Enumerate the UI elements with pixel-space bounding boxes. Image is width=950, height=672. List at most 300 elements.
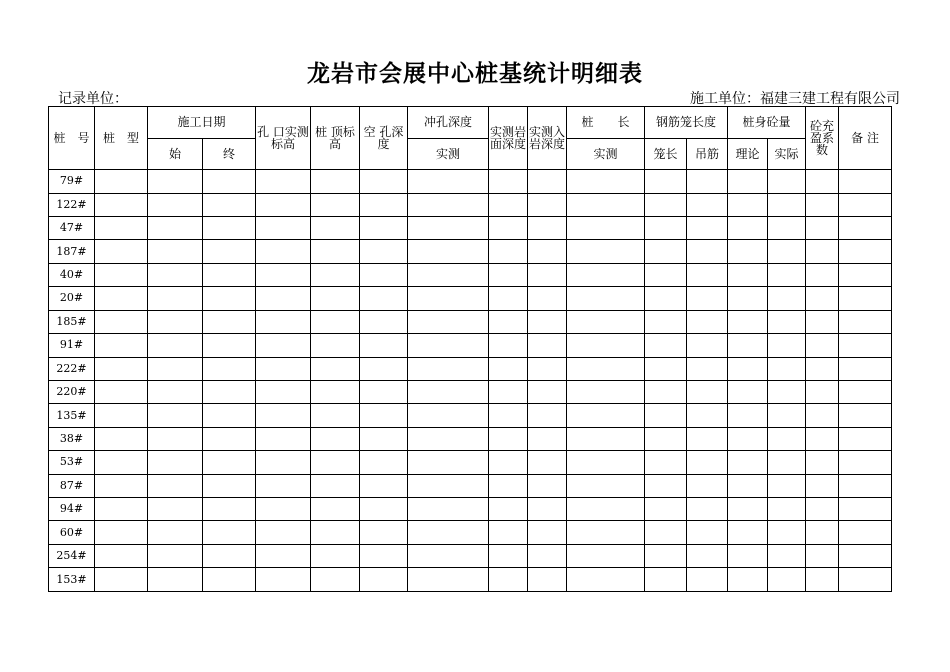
data-cell[interactable] <box>360 544 408 567</box>
data-cell[interactable] <box>528 170 567 193</box>
data-cell[interactable] <box>360 310 408 333</box>
data-cell[interactable] <box>567 521 645 544</box>
data-cell[interactable] <box>360 357 408 380</box>
data-cell[interactable] <box>768 170 806 193</box>
data-cell[interactable] <box>839 357 892 380</box>
data-cell[interactable] <box>489 287 528 310</box>
data-cell[interactable] <box>148 521 203 544</box>
data-cell[interactable] <box>687 217 728 240</box>
data-cell[interactable] <box>256 287 311 310</box>
data-cell[interactable] <box>728 310 768 333</box>
data-cell[interactable] <box>806 427 839 450</box>
data-cell[interactable] <box>95 287 148 310</box>
data-cell[interactable] <box>408 263 489 286</box>
data-cell[interactable] <box>360 263 408 286</box>
data-cell[interactable] <box>360 217 408 240</box>
data-cell[interactable] <box>645 498 687 521</box>
data-cell[interactable] <box>95 498 148 521</box>
data-cell[interactable] <box>528 240 567 263</box>
data-cell[interactable] <box>839 240 892 263</box>
data-cell[interactable] <box>806 521 839 544</box>
data-cell[interactable] <box>728 451 768 474</box>
data-cell[interactable] <box>408 568 489 592</box>
data-cell[interactable] <box>148 287 203 310</box>
data-cell[interactable] <box>839 193 892 216</box>
data-cell[interactable] <box>567 404 645 427</box>
data-cell[interactable] <box>203 287 256 310</box>
data-cell[interactable] <box>311 451 360 474</box>
header-empty-hole-depth: 空 孔深度 <box>360 107 408 170</box>
data-cell[interactable] <box>95 427 148 450</box>
data-cell[interactable] <box>148 334 203 357</box>
data-cell[interactable] <box>256 544 311 567</box>
data-cell[interactable] <box>203 263 256 286</box>
data-cell[interactable] <box>768 451 806 474</box>
pile-id-cell: 79# <box>49 170 95 193</box>
data-cell[interactable] <box>203 474 256 497</box>
data-cell[interactable] <box>148 217 203 240</box>
data-cell[interactable] <box>768 310 806 333</box>
data-cell[interactable] <box>567 544 645 567</box>
data-cell[interactable] <box>203 498 256 521</box>
data-cell[interactable] <box>489 427 528 450</box>
data-cell[interactable] <box>311 380 360 403</box>
data-cell[interactable] <box>360 451 408 474</box>
data-cell[interactable] <box>839 544 892 567</box>
data-cell[interactable] <box>311 263 360 286</box>
data-cell[interactable] <box>408 498 489 521</box>
data-cell[interactable] <box>768 521 806 544</box>
data-cell[interactable] <box>95 217 148 240</box>
data-cell[interactable] <box>148 568 203 592</box>
data-cell[interactable] <box>768 240 806 263</box>
data-cell[interactable] <box>839 474 892 497</box>
data-cell[interactable] <box>567 334 645 357</box>
data-cell[interactable] <box>148 170 203 193</box>
data-cell[interactable] <box>360 240 408 263</box>
data-cell[interactable] <box>360 404 408 427</box>
data-cell[interactable] <box>687 498 728 521</box>
data-cell[interactable] <box>95 357 148 380</box>
data-cell[interactable] <box>567 568 645 592</box>
data-cell[interactable] <box>728 568 768 592</box>
data-cell[interactable] <box>148 451 203 474</box>
data-cell[interactable] <box>528 334 567 357</box>
data-cell[interactable] <box>645 568 687 592</box>
data-cell[interactable] <box>567 357 645 380</box>
data-cell[interactable] <box>645 451 687 474</box>
data-cell[interactable] <box>687 568 728 592</box>
data-cell[interactable] <box>408 451 489 474</box>
data-cell[interactable] <box>95 474 148 497</box>
data-cell[interactable] <box>408 310 489 333</box>
header-remarks: 备 注 <box>839 107 892 170</box>
data-cell[interactable] <box>95 193 148 216</box>
table-row <box>49 287 892 310</box>
data-cell[interactable] <box>311 357 360 380</box>
data-cell[interactable] <box>839 170 892 193</box>
header-punch-depth-measured: 实测 <box>408 138 489 170</box>
data-cell[interactable] <box>311 334 360 357</box>
data-cell[interactable] <box>687 427 728 450</box>
pile-id-cell: 94# <box>49 498 95 521</box>
data-cell[interactable] <box>311 240 360 263</box>
data-cell[interactable] <box>806 498 839 521</box>
data-cell[interactable] <box>360 287 408 310</box>
data-cell[interactable] <box>567 310 645 333</box>
data-cell[interactable] <box>408 544 489 567</box>
data-cell[interactable] <box>567 170 645 193</box>
data-cell[interactable] <box>408 193 489 216</box>
data-cell[interactable] <box>408 240 489 263</box>
data-cell[interactable] <box>95 451 148 474</box>
data-cell[interactable] <box>806 310 839 333</box>
data-cell[interactable] <box>203 170 256 193</box>
data-cell[interactable] <box>528 498 567 521</box>
data-cell[interactable] <box>645 474 687 497</box>
data-cell[interactable] <box>148 380 203 403</box>
data-cell[interactable] <box>839 263 892 286</box>
data-cell[interactable] <box>567 240 645 263</box>
data-cell[interactable] <box>203 240 256 263</box>
data-cell[interactable] <box>95 263 148 286</box>
data-cell[interactable] <box>839 404 892 427</box>
data-cell[interactable] <box>687 451 728 474</box>
data-cell[interactable] <box>148 498 203 521</box>
data-cell[interactable] <box>360 334 408 357</box>
data-cell[interactable] <box>203 521 256 544</box>
data-cell[interactable] <box>567 193 645 216</box>
data-cell[interactable] <box>256 170 311 193</box>
data-cell[interactable] <box>687 380 728 403</box>
data-cell[interactable] <box>203 193 256 216</box>
data-cell[interactable] <box>311 544 360 567</box>
data-cell[interactable] <box>645 334 687 357</box>
data-cell[interactable] <box>645 217 687 240</box>
data-cell[interactable] <box>203 544 256 567</box>
data-cell[interactable] <box>687 521 728 544</box>
data-cell[interactable] <box>728 544 768 567</box>
data-cell[interactable] <box>806 404 839 427</box>
data-cell[interactable] <box>408 170 489 193</box>
data-cell[interactable] <box>408 357 489 380</box>
data-cell[interactable] <box>806 240 839 263</box>
data-cell[interactable] <box>360 380 408 403</box>
data-cell[interactable] <box>687 474 728 497</box>
data-cell[interactable] <box>645 263 687 286</box>
data-cell[interactable] <box>768 380 806 403</box>
data-cell[interactable] <box>95 544 148 567</box>
data-cell[interactable] <box>806 451 839 474</box>
data-cell[interactable] <box>148 193 203 216</box>
data-cell[interactable] <box>768 474 806 497</box>
data-cell[interactable] <box>728 474 768 497</box>
data-cell[interactable] <box>528 310 567 333</box>
data-cell[interactable] <box>408 427 489 450</box>
data-cell[interactable] <box>256 380 311 403</box>
data-cell[interactable] <box>311 287 360 310</box>
data-cell[interactable] <box>728 498 768 521</box>
data-cell[interactable] <box>360 427 408 450</box>
data-cell[interactable] <box>489 380 528 403</box>
data-cell[interactable] <box>806 193 839 216</box>
data-cell[interactable] <box>311 170 360 193</box>
data-cell[interactable] <box>567 287 645 310</box>
data-cell[interactable] <box>489 217 528 240</box>
data-cell[interactable] <box>95 380 148 403</box>
data-cell[interactable] <box>806 380 839 403</box>
data-cell[interactable] <box>728 427 768 450</box>
data-cell[interactable] <box>567 217 645 240</box>
data-cell[interactable] <box>203 310 256 333</box>
data-cell[interactable] <box>567 474 645 497</box>
data-cell[interactable] <box>256 240 311 263</box>
data-cell[interactable] <box>839 498 892 521</box>
data-cell[interactable] <box>528 568 567 592</box>
data-cell[interactable] <box>203 568 256 592</box>
data-cell[interactable] <box>489 474 528 497</box>
data-cell[interactable] <box>203 334 256 357</box>
data-cell[interactable] <box>408 474 489 497</box>
data-cell[interactable] <box>148 404 203 427</box>
data-cell[interactable] <box>806 474 839 497</box>
data-cell[interactable] <box>528 544 567 567</box>
data-cell[interactable] <box>768 357 806 380</box>
data-cell[interactable] <box>489 521 528 544</box>
data-cell[interactable] <box>839 451 892 474</box>
data-cell[interactable] <box>256 357 311 380</box>
data-cell[interactable] <box>360 193 408 216</box>
data-cell[interactable] <box>528 451 567 474</box>
data-cell[interactable] <box>645 521 687 544</box>
data-cell[interactable] <box>489 240 528 263</box>
data-cell[interactable] <box>203 380 256 403</box>
data-cell[interactable] <box>203 357 256 380</box>
data-cell[interactable] <box>203 404 256 427</box>
data-cell[interactable] <box>645 380 687 403</box>
data-cell[interactable] <box>768 568 806 592</box>
data-cell[interactable] <box>806 568 839 592</box>
data-cell[interactable] <box>408 404 489 427</box>
data-cell[interactable] <box>489 404 528 427</box>
data-cell[interactable] <box>567 263 645 286</box>
data-cell[interactable] <box>256 404 311 427</box>
data-cell[interactable] <box>311 310 360 333</box>
data-cell[interactable] <box>768 287 806 310</box>
data-cell[interactable] <box>806 217 839 240</box>
data-cell[interactable] <box>528 474 567 497</box>
data-cell[interactable] <box>528 357 567 380</box>
data-cell[interactable] <box>528 193 567 216</box>
data-cell[interactable] <box>408 334 489 357</box>
data-cell[interactable] <box>839 521 892 544</box>
data-cell[interactable] <box>256 521 311 544</box>
data-cell[interactable] <box>839 310 892 333</box>
data-cell[interactable] <box>687 263 728 286</box>
data-cell[interactable] <box>806 334 839 357</box>
data-cell[interactable] <box>728 263 768 286</box>
data-cell[interactable] <box>839 287 892 310</box>
data-cell[interactable] <box>768 334 806 357</box>
data-cell[interactable] <box>489 193 528 216</box>
data-cell[interactable] <box>768 544 806 567</box>
pile-id-cell: 135# <box>49 404 95 427</box>
data-cell[interactable] <box>311 404 360 427</box>
data-cell[interactable] <box>687 240 728 263</box>
data-cell[interactable] <box>95 521 148 544</box>
data-cell[interactable] <box>95 568 148 592</box>
data-cell[interactable] <box>528 404 567 427</box>
data-cell[interactable] <box>256 451 311 474</box>
data-cell[interactable] <box>148 544 203 567</box>
data-cell[interactable] <box>256 263 311 286</box>
data-cell[interactable] <box>408 521 489 544</box>
data-cell[interactable] <box>203 217 256 240</box>
data-cell[interactable] <box>528 263 567 286</box>
data-cell[interactable] <box>256 474 311 497</box>
data-cell[interactable] <box>806 287 839 310</box>
data-cell[interactable] <box>489 544 528 567</box>
data-cell[interactable] <box>311 217 360 240</box>
data-cell[interactable] <box>489 310 528 333</box>
data-cell[interactable] <box>528 217 567 240</box>
data-cell[interactable] <box>728 193 768 216</box>
data-cell[interactable] <box>806 263 839 286</box>
data-cell[interactable] <box>148 357 203 380</box>
data-cell[interactable] <box>687 193 728 216</box>
data-cell[interactable] <box>256 334 311 357</box>
data-cell[interactable] <box>311 568 360 592</box>
data-cell[interactable] <box>148 240 203 263</box>
data-cell[interactable] <box>256 568 311 592</box>
data-cell[interactable] <box>360 521 408 544</box>
data-cell[interactable] <box>687 357 728 380</box>
data-cell[interactable] <box>839 427 892 450</box>
data-cell[interactable] <box>728 357 768 380</box>
data-cell[interactable] <box>256 217 311 240</box>
data-cell[interactable] <box>148 474 203 497</box>
data-cell[interactable] <box>728 334 768 357</box>
data-cell[interactable] <box>728 240 768 263</box>
data-cell[interactable] <box>768 217 806 240</box>
data-cell[interactable] <box>645 544 687 567</box>
table-row <box>49 427 892 450</box>
data-cell[interactable] <box>687 170 728 193</box>
data-cell[interactable] <box>839 334 892 357</box>
data-cell[interactable] <box>728 287 768 310</box>
data-cell[interactable] <box>256 427 311 450</box>
data-cell[interactable] <box>95 170 148 193</box>
data-cell[interactable] <box>645 427 687 450</box>
header-cage-length: 钢筋笼长度 <box>645 107 728 139</box>
data-cell[interactable] <box>806 357 839 380</box>
data-cell[interactable] <box>839 217 892 240</box>
data-cell[interactable] <box>687 334 728 357</box>
data-cell[interactable] <box>408 287 489 310</box>
data-cell[interactable] <box>839 568 892 592</box>
data-cell[interactable] <box>528 427 567 450</box>
data-cell[interactable] <box>311 427 360 450</box>
data-cell[interactable] <box>203 427 256 450</box>
data-cell[interactable] <box>528 521 567 544</box>
data-cell[interactable] <box>728 217 768 240</box>
data-cell[interactable] <box>489 170 528 193</box>
table-row <box>49 240 892 263</box>
data-cell[interactable] <box>148 310 203 333</box>
data-cell[interactable] <box>528 287 567 310</box>
data-cell[interactable] <box>645 310 687 333</box>
data-cell[interactable] <box>687 287 728 310</box>
data-cell[interactable] <box>95 404 148 427</box>
data-cell[interactable] <box>806 544 839 567</box>
data-cell[interactable] <box>148 427 203 450</box>
data-cell[interactable] <box>768 427 806 450</box>
data-cell[interactable] <box>95 240 148 263</box>
data-cell[interactable] <box>567 380 645 403</box>
data-cell[interactable] <box>311 498 360 521</box>
data-cell[interactable] <box>203 451 256 474</box>
data-cell[interactable] <box>489 357 528 380</box>
data-cell[interactable] <box>360 498 408 521</box>
data-cell[interactable] <box>645 357 687 380</box>
data-cell[interactable] <box>567 498 645 521</box>
data-cell[interactable] <box>311 193 360 216</box>
data-cell[interactable] <box>256 193 311 216</box>
data-cell[interactable] <box>489 451 528 474</box>
data-cell[interactable] <box>95 334 148 357</box>
data-cell[interactable] <box>360 568 408 592</box>
data-cell[interactable] <box>567 427 645 450</box>
data-cell[interactable] <box>360 474 408 497</box>
data-cell[interactable] <box>645 404 687 427</box>
data-cell[interactable] <box>311 521 360 544</box>
data-cell[interactable] <box>687 544 728 567</box>
data-cell[interactable] <box>489 568 528 592</box>
data-cell[interactable] <box>360 170 408 193</box>
data-cell[interactable] <box>489 263 528 286</box>
data-cell[interactable] <box>806 170 839 193</box>
data-cell[interactable] <box>567 451 645 474</box>
data-cell[interactable] <box>645 170 687 193</box>
data-cell[interactable] <box>728 170 768 193</box>
data-cell[interactable] <box>768 498 806 521</box>
data-cell[interactable] <box>408 217 489 240</box>
table-row <box>49 568 892 592</box>
data-cell[interactable] <box>645 240 687 263</box>
data-cell[interactable] <box>768 193 806 216</box>
data-cell[interactable] <box>728 404 768 427</box>
data-cell[interactable] <box>839 380 892 403</box>
data-cell[interactable] <box>489 334 528 357</box>
data-cell[interactable] <box>148 263 203 286</box>
data-cell[interactable] <box>728 380 768 403</box>
data-cell[interactable] <box>687 404 728 427</box>
data-cell[interactable] <box>768 404 806 427</box>
data-cell[interactable] <box>687 310 728 333</box>
data-cell[interactable] <box>256 310 311 333</box>
data-cell[interactable] <box>489 498 528 521</box>
data-cell[interactable] <box>768 263 806 286</box>
data-cell[interactable] <box>408 380 489 403</box>
data-cell[interactable] <box>256 498 311 521</box>
data-cell[interactable] <box>645 287 687 310</box>
data-cell[interactable] <box>645 193 687 216</box>
data-cell[interactable] <box>311 474 360 497</box>
data-cell[interactable] <box>728 521 768 544</box>
data-cell[interactable] <box>528 380 567 403</box>
data-cell[interactable] <box>95 310 148 333</box>
header-date-end: 终 <box>203 138 256 170</box>
